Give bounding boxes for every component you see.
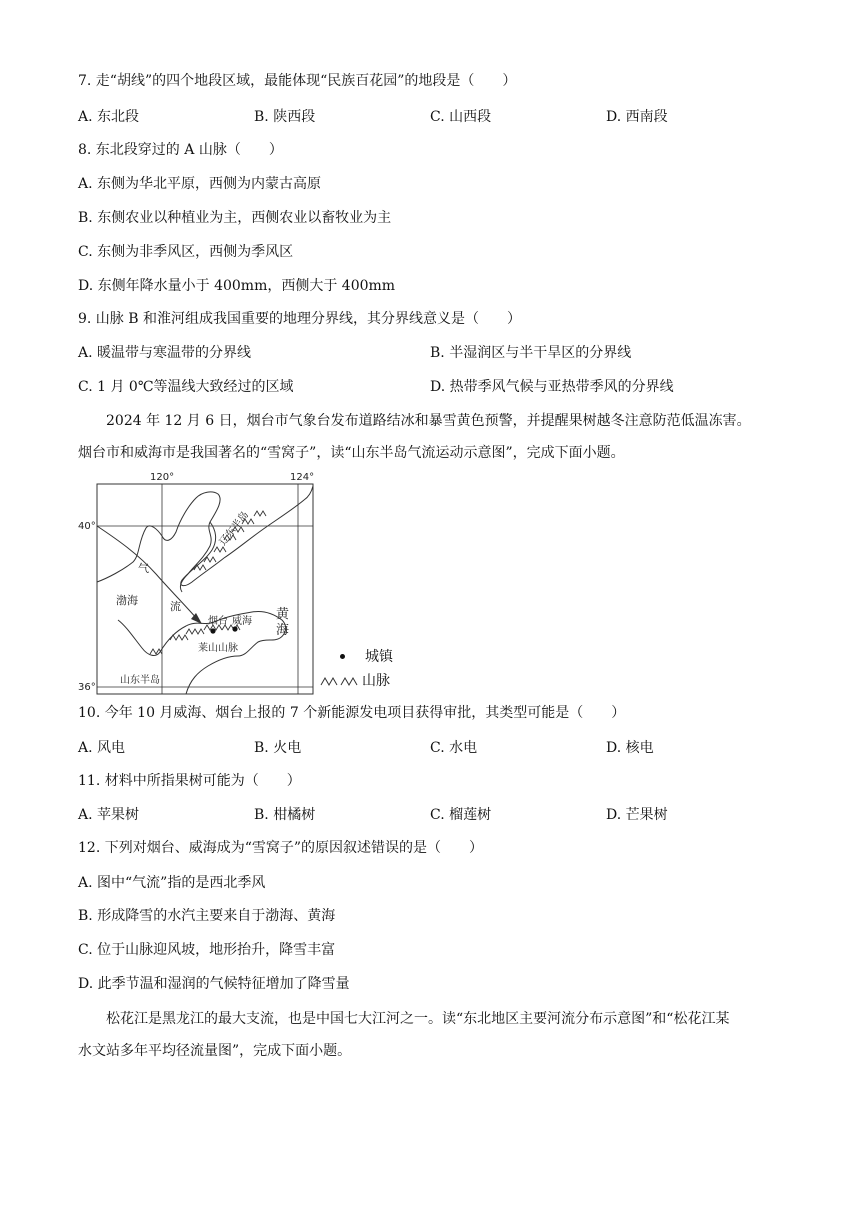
map-frame (97, 484, 313, 694)
q8-option-c: C. 东侧为非季风区，西侧为季风区 (78, 244, 294, 260)
q10-option-d: D. 核电 (606, 740, 654, 756)
legend-mountain (320, 672, 390, 690)
q11-option-c: C. 榴莲树 (430, 807, 492, 823)
label-yantai: 烟台 (208, 616, 228, 627)
yantai-town-dot (210, 628, 215, 633)
q11-option-d: D. 芒果树 (606, 807, 668, 823)
label-huang: 黄 (276, 607, 290, 622)
q8-option-b: B. 东侧农业以种植业为主，西侧农业以畜牧业为主 (78, 210, 392, 226)
q9-option-a: A. 暖温带与寒温带的分界线 (78, 345, 252, 361)
label-lat-36: 36° (78, 682, 96, 693)
q9-option-d: D. 热带季风气候与亚热带季风的分界线 (430, 379, 674, 395)
label-liaodong: 辽东半岛 (217, 509, 251, 548)
material-2-line-2: 水文站多年平均径流量图”，完成下面小题。 (78, 1043, 352, 1059)
mountain-icon (320, 675, 358, 687)
label-liu: 流 (170, 600, 181, 613)
material-1-line-1: 2024 年 12 月 6 日，烟台市气象台发布道路结冰和暴雪黄色预警，并提醒果树越冬注意防范低温冻害。 (106, 413, 751, 429)
weihai-town-dot (232, 626, 237, 631)
question-10-stem: 10. 今年 10 月威海、烟台上报的 7 个新能源发电项目获得审批，其类型可能是（ ） (78, 705, 626, 721)
label-lon-120: 120° (150, 472, 175, 483)
question-7-stem: 7. 走“胡线”的四个地段区域，最能体现“民族百花园”的地段是（ ） (78, 73, 517, 89)
question-8-stem: 8. 东北段穿过的 A 山脉（ ） (78, 142, 283, 158)
q7-option-d: D. 西南段 (606, 109, 668, 125)
label-bohai: 渤海 (116, 594, 138, 607)
material-2-line-1: 松花江是黑龙江的最大支流，也是中国七大江河之一。读“东北地区主要河流分布示意图”和“松花江某 (106, 1011, 730, 1027)
legend-town-label: 城镇 (365, 649, 393, 665)
legend-town (336, 648, 393, 666)
q9-option-b: B. 半湿润区与半干旱区的分界线 (430, 345, 632, 361)
q12-option-d: D. 此季节温和湿润的气候特征增加了降雪量 (78, 976, 350, 992)
question-9-stem: 9. 山脉 B 和淮河组成我国重要的地理分界线，其分界线意义是（ ） (78, 311, 521, 327)
label-laishan: 莱山山脉 (198, 643, 238, 654)
label-lat-40: 40° (78, 521, 96, 532)
q10-option-b: B. 火电 (254, 740, 302, 756)
q7-option-b: B. 陕西段 (254, 109, 316, 125)
q10-option-c: C. 水电 (430, 740, 478, 756)
label-qi: 气 (138, 562, 149, 575)
q12-option-a: A. 图中“气流”指的是西北季风 (78, 875, 266, 891)
q12-option-c: C. 位于山脉迎风坡，地形抬升，降雪丰富 (78, 942, 336, 958)
question-11-stem: 11. 材料中所指果树可能为（ ） (78, 773, 301, 789)
q7-option-c: C. 山西段 (430, 109, 492, 125)
label-weihai: 威海 (232, 616, 252, 627)
q7-option-a: A. 东北段 (78, 109, 140, 125)
label-lon-124: 124° (290, 472, 315, 483)
q12-option-b: B. 形成降雪的水汽主要来自于渤海、黄海 (78, 908, 336, 924)
q10-option-a: A. 风电 (78, 740, 126, 756)
q11-option-b: B. 柑橘树 (254, 807, 316, 823)
q9-option-c: C. 1 月 0℃等温线大致经过的区域 (78, 379, 294, 395)
label-shandong: 山东半岛 (120, 675, 160, 686)
town-dot-icon (340, 654, 345, 659)
q8-option-d: D. 东侧年降水量小于 400mm，西侧大于 400mm (78, 278, 396, 294)
question-12-stem: 12. 下列对烟台、威海成为“雪窝子”的原因叙述错误的是（ ） (78, 840, 484, 856)
label-hai: 海 (276, 623, 290, 638)
legend-mountain-label: 山脉 (362, 673, 390, 689)
q11-option-a: A. 苹果树 (78, 807, 140, 823)
q8-option-a: A. 东侧为华北平原，西侧为内蒙古高原 (78, 176, 322, 192)
material-1-line-2: 烟台市和威海市是我国著名的“雪窝子”，读“山东半岛气流运动示意图”，完成下面小题。 (78, 445, 625, 461)
liaodong-coast (181, 486, 313, 586)
